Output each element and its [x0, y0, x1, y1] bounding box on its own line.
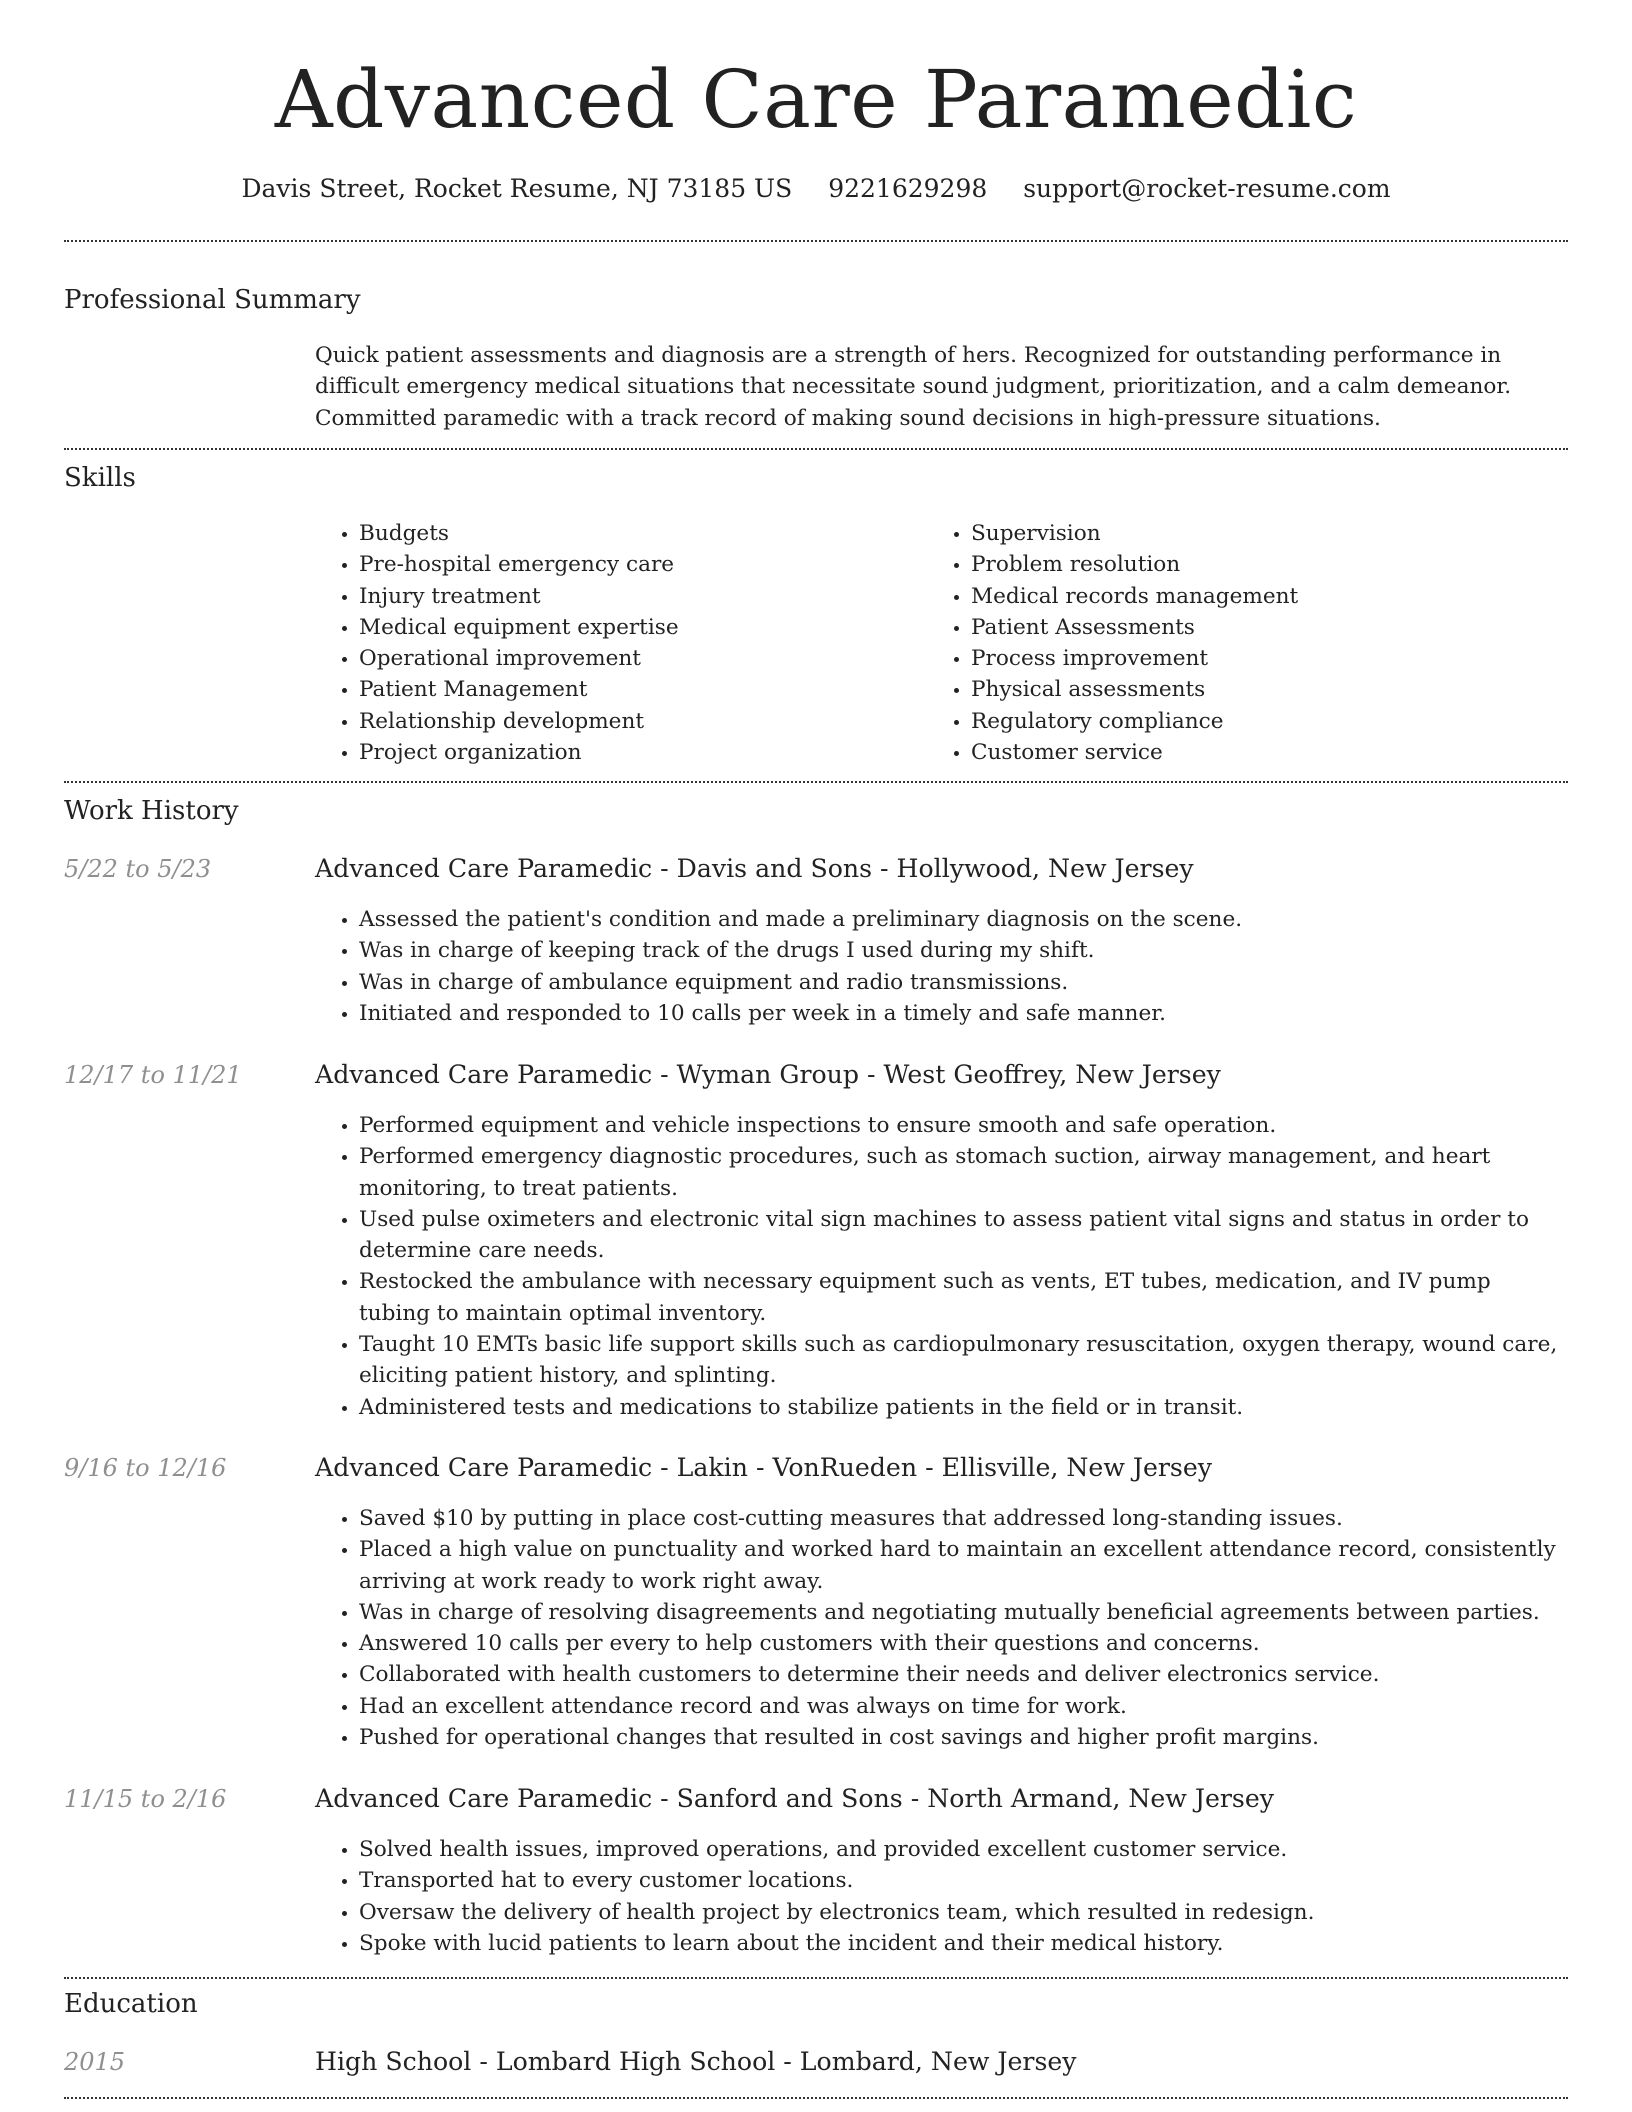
job-bullet: • Was in charge of keeping track of the drugs I used during my shift. [359, 935, 1565, 966]
job-bullet: • Transported hat to every customer locations. [359, 1865, 1565, 1896]
skill-item: • Pre-hospital emergency care [359, 549, 915, 580]
education-entry: High School - Lombard High School - Lombard, New Jersey [315, 2047, 1077, 2076]
job-bullet: • Was in charge of resolving disagreements and negotiating mutually beneficial agreements between parties. [359, 1597, 1565, 1628]
skill-item: • Process improvement [971, 643, 1547, 674]
skill-item: • Patient Management [359, 674, 915, 705]
resume-title: Advanced Care Paramedic [274, 53, 1358, 146]
skill-item: • Project organization [359, 737, 915, 768]
job-bullets [315, 1110, 1565, 1423]
skill-item: • Customer service [971, 737, 1547, 768]
job-title: Advanced Care Paramedic - Sanford and Sons - North Armand, New Jersey [315, 1784, 1274, 1813]
job-bullet: • Was in charge of ambulance equipment and radio transmissions. [359, 967, 1565, 998]
job-bullet: • Oversaw the delivery of health project by electronics team, which resulted in redesign. [359, 1897, 1565, 1928]
skill-item: • Operational improvement [359, 643, 915, 674]
job-bullet: • Pushed for operational changes that resulted in cost savings and higher profit margins. [359, 1722, 1565, 1753]
divider [64, 448, 1568, 450]
skill-item: • Injury treatment [359, 581, 915, 612]
skill-item: • Physical assessments [971, 674, 1547, 705]
job-bullet: • Performed equipment and vehicle inspections to ensure smooth and safe operation. [359, 1110, 1565, 1141]
job-bullet: • Taught 10 EMTs basic life support skills such as cardiopulmonary resuscitation, oxygen therapy, wound care, eliciting patient history, and splinting. [359, 1329, 1565, 1392]
skill-item: • Supervision [971, 518, 1547, 549]
contact-phone: 9221629298 [828, 174, 988, 203]
job-bullets [315, 904, 1565, 1029]
divider [64, 2097, 1568, 2099]
skill-item: • Problem resolution [971, 549, 1547, 580]
skills-right-column [927, 518, 1547, 768]
job-bullet: • Initiated and responded to 10 calls per week in a timely and safe manner. [359, 998, 1565, 1029]
job-bullets [315, 1503, 1565, 1753]
job-bullet: • Saved $10 by putting in place cost-cutting measures that addressed long-standing issues. [359, 1503, 1565, 1534]
divider [64, 781, 1568, 783]
contact-email: support@rocket-resume.com [1023, 174, 1391, 203]
job-bullets [315, 1834, 1565, 1959]
education-year: 2015 [64, 2048, 126, 2076]
skills-left-column [315, 518, 915, 768]
job-title: Advanced Care Paramedic - Wyman Group - West Geoffrey, New Jersey [315, 1060, 1221, 1089]
job-bullet: • Restocked the ambulance with necessary equipment such as vents, ET tubes, medication, and IV pump tubing to maintain optimal inventory. [359, 1266, 1565, 1329]
contact-address: Davis Street, Rocket Resume, NJ 73185 US [241, 174, 793, 203]
skill-item: • Medical records management [971, 581, 1547, 612]
job-dates: 12/17 to 11/21 [64, 1061, 242, 1089]
contact-line [0, 172, 1632, 206]
job-title: Advanced Care Paramedic - Davis and Sons - Hollywood, New Jersey [315, 854, 1194, 883]
job-bullet: • Spoke with lucid patients to learn about the incident and their medical history. [359, 1928, 1565, 1959]
job-title: Advanced Care Paramedic - Lakin - VonRueden - Ellisville, New Jersey [315, 1453, 1212, 1482]
job-bullet: • Collaborated with health customers to determine their needs and deliver electronics service. [359, 1659, 1565, 1690]
divider [64, 1977, 1568, 1979]
job-bullet: • Solved health issues, improved operations, and provided excellent customer service. [359, 1834, 1565, 1865]
job-bullet: • Performed emergency diagnostic procedures, such as stomach suction, airway management, and heart monitoring, to treat patients. [359, 1141, 1565, 1204]
job-bullet: • Administered tests and medications to stabilize patients in the field or in transit. [359, 1392, 1565, 1423]
skill-item: • Regulatory compliance [971, 706, 1547, 737]
summary-heading: Professional Summary [64, 285, 361, 315]
skill-item: • Patient Assessments [971, 612, 1547, 643]
job-bullet: • Had an excellent attendance record and was always on time for work. [359, 1691, 1565, 1722]
job-bullet: • Assessed the patient's condition and made a preliminary diagnosis on the scene. [359, 904, 1565, 935]
skill-item: • Medical equipment expertise [359, 612, 915, 643]
job-dates: 11/15 to 2/16 [64, 1785, 227, 1813]
divider [64, 240, 1568, 242]
job-dates: 5/22 to 5/23 [64, 855, 212, 883]
job-bullet: • Placed a high value on punctuality and worked hard to maintain an excellent attendance record, consistently arriving at work ready to work right away. [359, 1534, 1565, 1597]
skill-item: • Budgets [359, 518, 915, 549]
work-history-heading: Work History [64, 796, 239, 826]
job-bullet: • Answered 10 calls per every to help customers with their questions and concerns. [359, 1628, 1565, 1659]
skill-item: • Relationship development [359, 706, 915, 737]
summary-text: Quick patient assessments and diagnosis are a strength of hers. Recognized for outstanding performance in difficult emergency medical situations that necessitate sound judgment, prioritization, and a calm demeanor. Committed paramedic with a track record of making sound decisions in high-pressure situations. [315, 343, 1512, 431]
job-dates: 9/16 to 12/16 [64, 1454, 227, 1482]
job-bullet: • Used pulse oximeters and electronic vital sign machines to assess patient vital signs and status in order to determine care needs. [359, 1204, 1565, 1267]
skills-heading: Skills [64, 463, 136, 493]
education-heading: Education [64, 1989, 198, 2019]
